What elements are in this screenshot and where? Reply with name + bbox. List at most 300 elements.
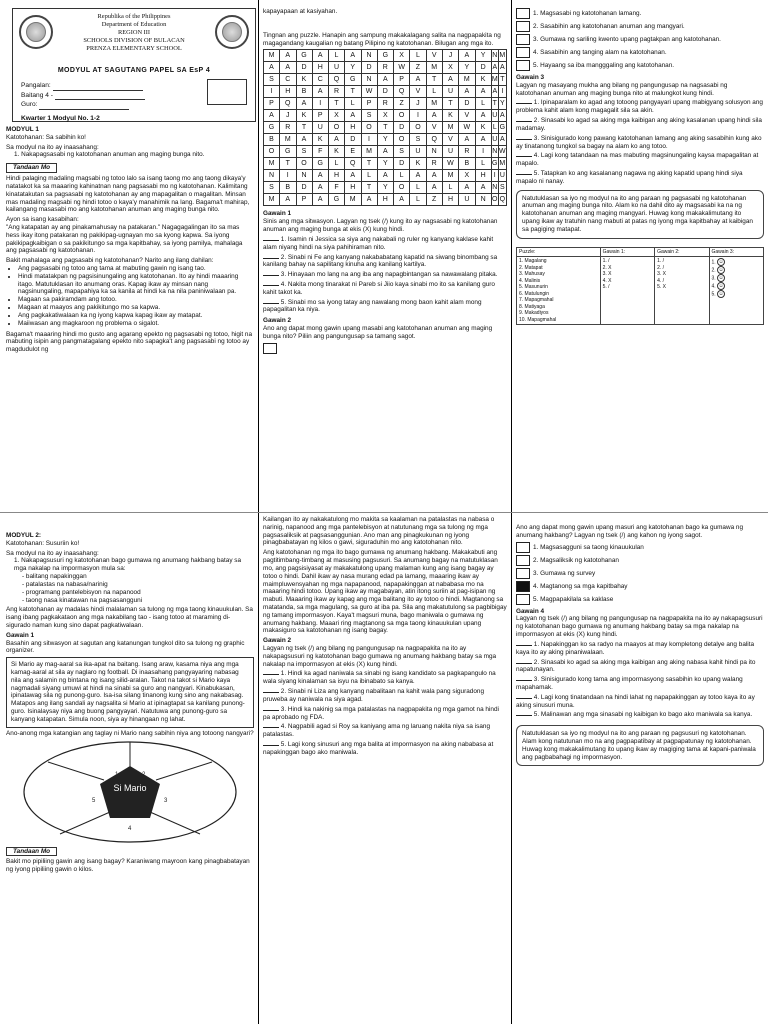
grid-cell[interactable]: G [296,50,312,62]
answer-blank[interactable] [516,174,532,175]
grid-cell[interactable]: T [345,86,361,98]
grid-cell[interactable]: Y [459,62,475,74]
grid-cell[interactable]: A [312,86,328,98]
grid-cell[interactable]: B [264,134,280,146]
grid-cell[interactable]: B [296,86,312,98]
grid-cell[interactable]: U [491,134,498,146]
grid-cell[interactable]: G [280,146,296,158]
grid-cell[interactable]: P [361,98,377,110]
grid-cell[interactable]: I [475,146,491,158]
grid-cell[interactable]: W [394,62,410,74]
grid-cell[interactable]: L [475,98,491,110]
answer-blank[interactable] [263,710,279,711]
grid-cell[interactable]: A [264,110,280,122]
key-entry: 2. Matapat [519,264,543,271]
grid-cell[interactable]: U [329,62,345,74]
answer-blank[interactable] [263,240,279,241]
key-gawain-1-cell [600,257,654,325]
objective-1: 1. Nakapagsasabi ng katotohanan anuman ang maging bunga nito. [14,151,205,159]
grid-cell[interactable]: M [491,74,498,86]
answer-blank[interactable] [516,715,532,716]
grid-cell[interactable]: N [491,182,498,194]
grid-cell[interactable]: G [312,158,328,170]
grid-cell[interactable]: X [394,50,410,62]
key-header: Gawain 1: [600,247,654,257]
grid-cell[interactable]: Y [377,134,393,146]
key-entry: 3. Mahusay [519,271,545,278]
grid-cell[interactable]: S [361,110,377,122]
grid-cell[interactable]: U [312,122,328,134]
grid-cell[interactable]: K [475,74,491,86]
answer-checkbox[interactable] [516,8,530,19]
grid-cell[interactable]: S [296,146,312,158]
answer-blank[interactable] [516,680,532,681]
grid-cell[interactable]: Z [394,98,410,110]
grid-cell[interactable]: R [280,122,296,134]
answer-checkbox[interactable] [516,21,530,32]
grid-cell[interactable]: C [312,74,328,86]
grid-cell[interactable]: G [491,158,498,170]
grid-cell[interactable]: W [361,86,377,98]
gawain-1-instructions: Basahin ang sitwasyon at sagutan ang katanungan tungkol dito sa tulong ng graphic organizer. [6,639,245,655]
grid-row [264,62,507,74]
grid-cell[interactable]: P [296,194,312,206]
grid-cell[interactable]: L [410,182,426,194]
grid-cell[interactable]: A [280,194,296,206]
grid-cell[interactable]: N [361,50,377,62]
grid-cell[interactable]: D [296,182,312,194]
grid-cell[interactable]: N [264,170,280,182]
grid-cell[interactable]: O [394,182,410,194]
reminder-text: Natutuklasan sa iyo ng modyul na ito ang paraan ng pagsusuri ng katotohanan. Alam kong natutunan mo na ang pagpapatibay at pagpapatunay ng katotohanan. Huwag kong makakalimutang ito upang ikaw ay magiging tama at kapani-paniwala ang pagbabahagi ng impormasyon. [522,730,756,761]
grid-cell[interactable]: A [426,170,442,182]
grid-cell[interactable]: W [459,122,475,134]
grid-cell[interactable]: T [329,98,345,110]
answer-blank[interactable] [516,103,532,104]
grid-cell[interactable]: W [442,158,458,170]
continued-text: kapayapaan at kasiyahan. [263,8,338,15]
grid-cell[interactable]: A [410,74,426,86]
grid-cell[interactable]: A [475,182,491,194]
grid-row [264,50,507,62]
grid-cell[interactable]: M [426,62,442,74]
grid-cell[interactable]: A [345,170,361,182]
grid-cell[interactable]: A [426,110,442,122]
key-entry: 9. Makadiyos [519,310,549,317]
grid-cell[interactable]: Y [345,62,361,74]
grid-cell[interactable]: V [459,110,475,122]
grid-cell[interactable]: R [377,62,393,74]
teacher-field[interactable] [39,104,129,110]
header-line: Department of Education [101,21,167,28]
answer-blank[interactable] [263,727,279,728]
list-item: 4. Magtanong sa mga kapitbahay [533,582,628,590]
grid-cell[interactable]: K [312,134,328,146]
grid-cell[interactable]: L [361,170,377,182]
list-item: 5. Hayaang sa iba mangggaling ang katotohanan. [533,62,675,70]
answer-blank[interactable] [263,303,279,304]
grid-cell[interactable]: U [459,194,475,206]
grid-cell[interactable]: G [377,50,393,62]
grid-cell[interactable]: Y [475,50,491,62]
answer-blank[interactable] [516,645,532,646]
answer-blank[interactable] [516,156,532,157]
grid-cell[interactable]: M [426,98,442,110]
grid-cell[interactable]: S [410,134,426,146]
answer-blank[interactable] [263,258,279,259]
grid-cell[interactable]: P [312,110,328,122]
grid-cell[interactable]: A [264,62,280,74]
grid-cell[interactable]: O [394,134,410,146]
grid-cell[interactable]: A [296,134,312,146]
grid-cell[interactable]: Q [426,134,442,146]
grid-cell[interactable]: H [312,62,328,74]
grid-cell[interactable]: Y [499,98,507,110]
answer-blank[interactable] [516,121,532,122]
grid-cell[interactable]: L [329,158,345,170]
grid-cell[interactable]: O [410,122,426,134]
grid-cell[interactable]: I [499,86,507,98]
grid-cell[interactable]: Z [410,62,426,74]
key-entry: 1. ☺ [711,259,724,266]
grid-cell[interactable]: A [475,110,491,122]
grid-cell[interactable]: S [264,182,280,194]
grid-cell[interactable]: M [264,158,280,170]
grid-cell[interactable]: D [296,62,312,74]
grid-cell[interactable]: M [264,50,280,62]
grid-cell[interactable]: N [361,74,377,86]
answer-blank[interactable] [516,663,532,664]
grid-cell[interactable]: N [426,146,442,158]
grid-cell[interactable]: P [264,98,280,110]
answer-blank[interactable] [263,745,279,746]
grid-cell[interactable]: M [361,146,377,158]
grid-cell[interactable]: A [280,50,296,62]
grid-cell[interactable]: I [410,110,426,122]
grid-cell[interactable]: A [442,74,458,86]
grid-cell[interactable]: A [345,50,361,62]
answer-checkbox[interactable] [516,594,530,605]
grid-cell[interactable]: K [296,74,312,86]
grid-cell[interactable]: Q [329,74,345,86]
list-item: 2. Sasabihin ang katotohanan anuman ang mangyari. [533,23,685,31]
answer-blank[interactable] [263,674,279,675]
grid-cell[interactable]: S [499,182,507,194]
grid-cell[interactable]: L [394,170,410,182]
grid-cell[interactable]: H [442,194,458,206]
grid-cell[interactable]: Z [426,194,442,206]
grid-cell[interactable]: U [442,146,458,158]
grid-cell[interactable]: T [491,98,498,110]
list-item: 1. Napakinggan ko sa radyo na maayos at may kompletong detalye ang balita kaya ito ay aking pinaniwalaan. [516,640,755,656]
school-seal-icon [215,15,249,49]
grid-cell[interactable]: U [442,86,458,98]
grid-cell[interactable]: N [491,50,498,62]
grid-cell[interactable]: H [345,122,361,134]
list-item: 4. Nagpabili agad si Roy sa kaniyang ama ng laruang nakita niya sa isang patalastas. [263,723,491,739]
grid-cell[interactable]: N [296,170,312,182]
organizer-number: 4 [128,825,132,832]
grid-row [264,182,507,194]
grid-cell[interactable]: A [296,98,312,110]
answer-checkbox[interactable] [516,34,530,45]
answer-blank[interactable] [263,692,279,693]
grid-cell[interactable]: Y [377,182,393,194]
graphic-organizer[interactable] [20,740,240,845]
grid-cell[interactable]: P [394,74,410,86]
grid-cell[interactable]: T [499,74,507,86]
answer-checkbox[interactable] [516,47,530,58]
grid-cell[interactable]: U [499,170,507,182]
grid-cell[interactable]: A [491,86,498,98]
grid-cell[interactable]: I [280,170,296,182]
grid-cell[interactable]: Q [394,86,410,98]
header-line: REGION III [117,29,151,36]
grid-cell[interactable]: T [361,158,377,170]
grid-cell[interactable]: I [491,170,498,182]
grid-cell[interactable]: O [296,158,312,170]
grid-cell[interactable]: M [499,158,507,170]
answer-blank[interactable] [263,275,279,276]
grid-cell[interactable]: A [426,182,442,194]
grid-cell[interactable]: T [426,74,442,86]
grid-cell[interactable]: H [329,170,345,182]
grid-cell[interactable]: X [459,170,475,182]
key-entry: 1. Magalang [519,258,547,265]
grid-cell[interactable]: L [442,182,458,194]
grid-cell[interactable]: K [410,158,426,170]
grid-cell[interactable]: A [410,170,426,182]
grid-row [264,158,507,170]
answer-blank[interactable] [263,285,279,286]
grade-label: Baitang 4 - [21,91,53,99]
grid-cell[interactable]: T [442,98,458,110]
grid-cell[interactable]: K [329,146,345,158]
grid-cell[interactable]: D [361,62,377,74]
grid-cell[interactable]: A [361,194,377,206]
puzzle-instructions: Tingnan ang puzzle. Hanapin ang sampung makakalagang salita na nagpapakita ng magagandang kaugalian ng batang Pilipino ng katotohanan. Bilugan ang mga ito. [263,31,501,47]
grid-cell[interactable]: G [345,74,361,86]
list-item: 2. Sinasabi ko agad sa aking mga kaibigan ang aking nabasa kahit hindi pa ito napatunayan. [516,658,756,674]
grid-cell[interactable]: B [459,158,475,170]
grid-cell[interactable]: A [345,110,361,122]
grid-cell[interactable]: J [410,98,426,110]
list-item: 3. Gumawa ng survey [533,569,596,577]
grid-cell[interactable]: M [442,122,458,134]
grid-cell[interactable]: N [491,146,498,158]
list-item: 2. Magsaliksik ng katotohanan [533,556,619,564]
grid-cell[interactable]: D [394,122,410,134]
grid-cell[interactable]: T [361,182,377,194]
grid-cell[interactable]: R [459,146,475,158]
grid-cell[interactable]: L [410,50,426,62]
grid-cell[interactable]: H [345,182,361,194]
grid-cell[interactable]: A [312,50,328,62]
grid-cell[interactable]: O [264,146,280,158]
story-text: Si Mario ay mag-aaral sa ika-apat na baitang. Isang araw, kasama niya ang mga kamag-aaral at sila ay naglaro ng football. Di inaasahang pangyayaring nabasag nila ang salamin ng bintana ng isang silid-aralan. Takot na takot si Mario kaya nagmadali siyang umuwi at hindi na sinabi sa guro ang nangyari. Kinabukasan, ipinatawag sila ng punong-guro. Isa-isa silang tinanong kung sino ang nakabasag. Matapos ang ilang sandali ay nagsalita si Mario at ipinagtapat sa kanilang punong-guro. Isinalaysay niya ang buong pangyayari. Natutuwa ang punong-guro sa kanyang katapatan. Simula noon, siya ay hinangaan ng lahat. [11,661,245,723]
grid-cell[interactable]: A [312,170,328,182]
lesson-paragraph: Ang katotohanan ay madalas hindi malalaman sa tulong ng mga taong kinauukulan. Sa isang ibang pagkakataon ang mga nakabilang tao - isang totoo at maraming di-sigurado naman kung sino dapat pagkatiwalaan. [6,606,253,629]
grid-cell[interactable]: D [394,158,410,170]
grid-cell[interactable]: X [442,62,458,74]
grid-cell[interactable]: C [280,74,296,86]
grid-cell[interactable]: X [377,110,393,122]
grid-cell[interactable]: M [499,50,507,62]
grid-cell[interactable]: V [426,50,442,62]
grid-row [264,146,507,158]
answer-checkbox[interactable] [516,542,530,553]
grid-cell[interactable]: A [377,146,393,158]
key-entry: 4. / [657,277,665,284]
grid-cell[interactable]: U [410,146,426,158]
grid-cell[interactable]: S [264,74,280,86]
grid-cell[interactable]: D [459,98,475,110]
grid-cell[interactable]: N [475,194,491,206]
lesson-paragraph: "Ang katapatan ay ang pinakamahusay na patakaran." Nagagagalingan ito sa mas hess ikay itong patakaran ng pakikipag-ugnayan mo sa kyong kapwa. Sa iyong pakikipagkaibigan o sa pakikitungo sa mga kapitbahay, sa iyong pamilya, mahalaga ang pagsasabi ng katotohanan. [6,223,243,255]
grid-cell[interactable]: K [442,110,458,122]
grid-cell[interactable]: M [264,194,280,206]
grid-cell[interactable]: M [442,170,458,182]
grid-cell[interactable]: I [361,134,377,146]
modyul-2-title: MODYUL 2: [6,532,42,539]
grid-cell[interactable]: Q [345,158,361,170]
grid-cell[interactable]: M [459,74,475,86]
grid-cell[interactable]: Y [377,158,393,170]
grid-cell[interactable]: L [426,86,442,98]
grid-cell[interactable]: T [377,122,393,134]
grid-cell[interactable]: J [280,110,296,122]
grid-cell[interactable]: A [475,86,491,98]
objectives-intro: Sa modyul na ito ay inaasahang: [6,549,99,557]
answer-checkbox[interactable] [516,581,530,592]
grid-cell[interactable]: R [329,86,345,98]
grid-cell[interactable]: G [499,122,507,134]
grid-cell[interactable]: H [377,194,393,206]
grid-cell[interactable]: S [394,146,410,158]
score-box[interactable] [207,79,247,105]
grid-cell[interactable]: A [459,134,475,146]
grid-cell[interactable]: Q [499,194,507,206]
answer-blank[interactable] [516,698,532,699]
key-entry: 1. / [657,258,665,265]
grid-cell[interactable]: A [312,182,328,194]
grid-cell[interactable]: A [499,110,507,122]
grid-cell[interactable]: L [329,50,345,62]
modyul-1-intro [6,126,254,510]
grid-cell[interactable]: Q [280,98,296,110]
lesson-paragraph: Ayon sa isang kasabihan: [6,216,79,224]
list-item: • Ang pagkakatiwalaan ka ng iyong kapwa kapag ikaw ay matapat. [18,312,254,320]
organizer-question: Ano-anong mga katangian ang taglay ni Mario nang sabihin niya ang totoong nangyari? [6,729,254,737]
grid-cell[interactable]: O [491,194,498,206]
page-divider [0,512,768,513]
grid-cell[interactable]: J [442,50,458,62]
answer-checkbox[interactable] [516,60,530,71]
grid-cell[interactable]: H [280,86,296,98]
key-entry: 4. X [602,277,612,284]
grid-cell[interactable]: A [491,62,498,74]
grid-cell[interactable]: D [475,62,491,74]
header-line: PRENZA ELEMENTARY SCHOOL [86,45,182,52]
grid-cell[interactable]: T [296,122,312,134]
grid-cell[interactable]: L [475,158,491,170]
grid-cell[interactable]: A [329,134,345,146]
grid-cell[interactable]: A [280,62,296,74]
grid-cell[interactable]: X [329,110,345,122]
grid-cell[interactable]: T [280,158,296,170]
answer-key-table [516,247,764,326]
list-item: 5. Malinawan ang mga sinasabi ng kaibigan ko bago ako maniwala sa kanya. [533,711,753,719]
answer-blank[interactable] [516,139,532,140]
grid-cell[interactable]: L [345,98,361,110]
grid-cell[interactable]: A [459,182,475,194]
grid-cell[interactable]: A [377,170,393,182]
grid-cell[interactable]: A [459,86,475,98]
grid-cell[interactable]: M [345,194,361,206]
grid-cell[interactable]: M [280,134,296,146]
grid-cell[interactable]: G [329,194,345,206]
key-entry: 5. X [657,284,666,291]
grid-cell[interactable]: U [491,110,498,122]
grid-cell[interactable]: A [475,134,491,146]
grid-cell[interactable]: D [345,134,361,146]
grid-cell[interactable]: A [499,134,507,146]
grid-cell[interactable]: H [475,170,491,182]
grid-cell[interactable]: B [280,182,296,194]
grid-cell[interactable]: A [377,74,393,86]
grid-cell[interactable]: A [394,194,410,206]
name-field[interactable] [53,85,143,91]
gawain-1-title: Gawain 1 [263,210,292,218]
grid-cell[interactable]: O [329,122,345,134]
grid-cell[interactable]: G [264,122,280,134]
grid-cell[interactable]: R [426,158,442,170]
grid-cell[interactable]: A [459,50,475,62]
grid-cell[interactable]: F [329,182,345,194]
grid-cell[interactable]: I [264,86,280,98]
gawain-2-instructions: Ano ang dapat mong gawin upang masabi ang katotohanan anuman ang maging bunga nito? Piliin ang pangungusap sa tamang sagot. [263,325,493,340]
grid-cell[interactable]: V [426,122,442,134]
answer-checkbox[interactable] [516,555,530,566]
grid-cell[interactable]: F [312,146,328,158]
gawain-2-title: Gawain 2 [263,637,292,645]
grid-cell[interactable]: R [377,98,393,110]
list-item: 2. Sinabi ni Fe ang kanyang nakababatang kapatid na siwang binombang sa kanilang bahay na sapilitang kinuha ang kanilang kartilya. [263,253,498,269]
grid-cell[interactable]: V [442,134,458,146]
smiley-icon: ☺ [718,275,724,282]
grid-cell[interactable]: K [296,110,312,122]
grid-cell[interactable]: L [491,122,498,134]
grid-cell[interactable]: V [410,86,426,98]
grid-cell[interactable]: A [312,194,328,206]
grid-cell[interactable]: D [377,86,393,98]
grid-cell[interactable]: W [499,146,507,158]
lesson-paragraph: Bakit mahalaga ang pagsasabi ng katotohanan? Narito ang ilang dahilan: [6,257,214,265]
quarter-label: Kwarter 1 Modyul No. 1-2 [21,115,100,122]
tandaan-mo-tag: Tandaan Mo [6,847,57,857]
grid-cell[interactable]: I [312,98,328,110]
grid-cell[interactable]: L [410,194,426,206]
grid-cell[interactable]: O [361,122,377,134]
grid-cell[interactable]: A [499,62,507,74]
answer-checkbox[interactable] [516,568,530,579]
grid-cell[interactable]: K [475,122,491,134]
grid-cell[interactable]: E [345,146,361,158]
answer-checkbox[interactable] [263,343,277,354]
lesson-paragraph: Bakit mo pipiliing gawin ang isang bagay? Karaniwang mayroon kang pinagbabatayan ng iyong pipiliing gawin o kilos. [6,858,250,874]
grid-cell[interactable]: O [394,110,410,122]
word-search-grid[interactable] [263,49,507,206]
